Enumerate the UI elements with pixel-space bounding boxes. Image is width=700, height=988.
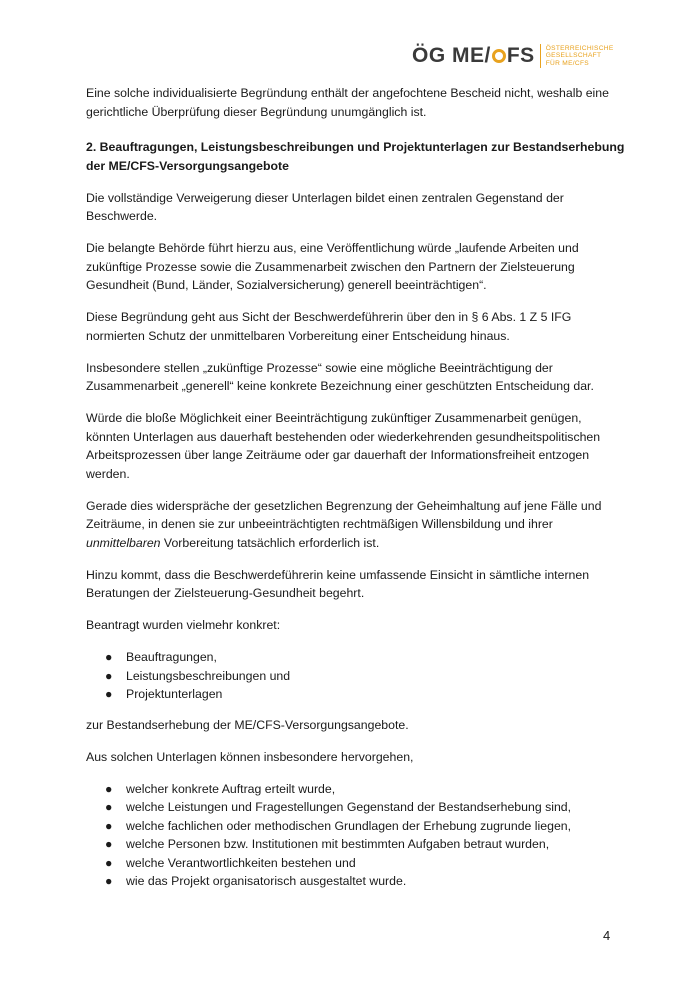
logo-c-mark-icon [492,49,506,63]
organization-logo [412,44,614,68]
list-item [86,872,626,891]
bullet-icon: ● [105,818,113,833]
paragraph: Hinzu kommt, dass die Beschwerdeführerin keine umfassende Einsicht in sämtliche internen Beratungen der Zielsteuerung-Gesundheit begehrt. [86,567,590,600]
bullet-icon: ● [105,687,113,701]
list-item-text: welche Verantwortlichkeiten bestehen und [126,855,356,870]
paragraph [86,497,626,553]
emphasized-text: unmittelbaren [86,535,161,550]
logo-subtitle-line: ÖSTERREICHISCHE [545,44,614,52]
logo-subtitle [546,45,614,67]
section-heading: 2. Beauftragungen, Leistungsbeschreibungen und Projektunterlagen zur Bestandserhebung der ME/CFS-Versorgungsangebote [86,140,625,173]
bullet-icon: ● [105,837,113,851]
bullet-icon: ● [105,874,113,888]
list-item [86,667,626,686]
bullet-icon: ● [105,781,113,796]
logo-wordmark [412,44,535,68]
paragraph-text: Vorbereitung tatsächlich erforderlich ist. [160,535,380,550]
bullet-icon: ● [105,855,113,870]
logo-wordmark-right: FS [506,44,535,67]
list-item-text: welche Personen bzw. Institutionen mit bestimmten Aufgaben betraut wurden, [126,837,550,851]
list-item [86,798,626,817]
paragraph-text: Gerade dies widerspräche der gesetzlichen Begrenzung der Geheimhaltung auf jene Fälle und Zeiträume, in denen sie zur unbeeinträchtigten rechtmäßigen Willensbildung und ihrer [86,498,602,531]
requested-documents-list [86,648,626,704]
logo-wordmark-left: ÖG ME/ [412,44,491,67]
paragraph: Insbesondere stellen „zukünftige Prozesse“ sowie eine mögliche Beeinträchtigung der Zusammenarbeit „generell“ keine konkrete Bezeichnung einer geschützten Entscheidung dar. [86,360,594,393]
list-item [86,648,626,667]
bullet-icon: ● [105,800,113,814]
document-body [86,84,626,903]
list-item-text: Projektunterlagen [126,687,223,701]
list-item [86,685,626,704]
list-item [86,835,626,854]
logo-subtitle-line: GESELLSCHAFT [545,52,602,60]
paragraph: Eine solche individualisierte Begründung enthält der angefochtene Bescheid nicht, weshalb eine gerichtliche Überprüfung dieser Begründung unumgänglich ist. [86,86,609,119]
list-item-text: welche fachlichen oder methodischen Grundlagen der Erhebung zugrunde liegen, [126,818,572,833]
page-number: 4 [603,928,611,943]
paragraph: Beantragt wurden vielmehr konkret: [86,618,281,632]
list-item [86,817,626,836]
paragraph: zur Bestandserhebung der ME/CFS-Versorgungsangebote. [86,717,409,732]
bullet-icon: ● [105,668,113,683]
list-item-text: Leistungsbeschreibungen und [126,668,291,683]
paragraph: Die belangte Behörde führt hierzu aus, eine Veröffentlichung würde „laufende Arbeiten und zukünftige Prozesse sowie die Zusammenarbeit zwischen den Partnern der Zielsteuerung Gesundheit (Bund, Länder, Sozialversicherung) generell beeinträchtigen“. [86,241,579,292]
list-item-text: welcher konkrete Auftrag erteilt wurde, [126,781,336,796]
logo-divider [540,44,541,68]
paragraph: Würde die bloße Möglichkeit einer Beeinträchtigung zukünftiger Zusammenarbeit genügen, könnten Unterlagen aus dauerhaft bestehenden oder wiederkehrenden gesundheitspolitischen Arbeitsprozessen über lange Zeiträume oder gar dauerhaft der Informationsfreiheit entzogen werden. [86,411,601,481]
document-contents-list [86,780,626,891]
logo-subtitle-line: FÜR ME/CFS [545,59,589,67]
list-item-text: wie das Projekt organisatorisch ausgestaltet wurde. [126,874,407,888]
list-item [86,780,626,799]
list-item-text: Beauftragungen, [126,650,217,664]
bullet-icon: ● [105,650,113,664]
paragraph: Die vollständige Verweigerung dieser Unterlagen bildet einen zentralen Gegenstand der Beschwerde. [86,190,564,223]
paragraph: Aus solchen Unterlagen können insbesondere hervorgehen, [86,749,414,764]
list-item-text: welche Leistungen und Fragestellungen Gegenstand der Bestandserhebung sind, [126,800,572,814]
list-item [86,854,626,873]
paragraph: Diese Begründung geht aus Sicht der Beschwerdeführerin über den in § 6 Abs. 1 Z 5 IFG normierten Schutz der unmittelbaren Vorbereitung einer Entscheidung hinaus. [86,310,572,343]
